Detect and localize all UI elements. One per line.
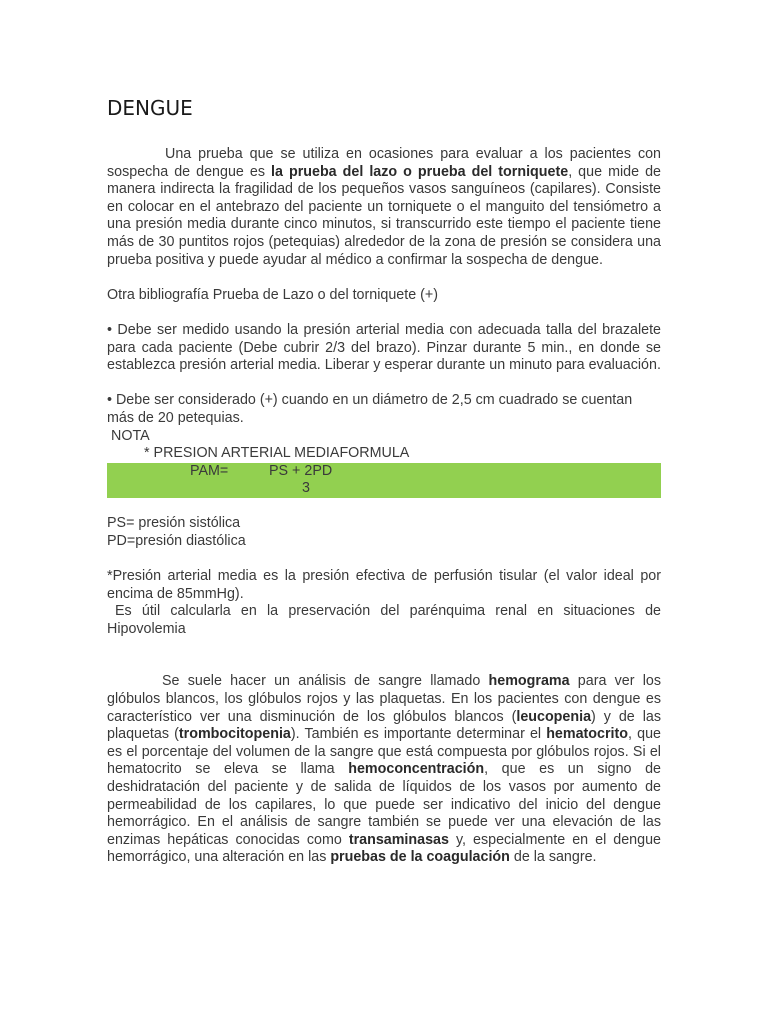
- bullet-medicion: • Debe ser medido usando la presión arterial media con adecuada talla del brazalete para cada paciente (Debe cubrir 2/3 del brazo). Pinzar durante 5 min., en donde se establezca presión arterial media. Liberar y esperar durante un minuto para evaluación.: [107, 321, 661, 374]
- nota-label: NOTA: [111, 427, 150, 444]
- paragraph-util: Es útil calcularla en la preservación del parénquima renal en situaciones de Hipovolemia: [107, 603, 661, 637]
- text-span: ). También es importante determinar el: [290, 726, 547, 743]
- formula-highlight-box: [107, 463, 661, 498]
- text-span: de la sangre.: [509, 849, 597, 866]
- text-span: y, especialmente en el dengue hemorrágico, una alteración en las: [107, 831, 661, 866]
- spacer: [107, 304, 661, 322]
- formula-lhs: PAM=: [190, 462, 229, 479]
- text-span: , que es un signo de deshidratación del paciente y de salida de líquidos de los vasos por aumento de permeabilidad de los capilares, lo que puede ser indicativo del inicio del dengue hemorrágico. En el análisis de sangre también se puede ver una elevación de las enzimas hepáticas conocidas como: [107, 761, 661, 848]
- bullet-positivo: • Debe ser considerado (+) cuando en un diámetro de 2,5 cm cuadrado se cuentan más de 20 petequias.: [107, 392, 633, 426]
- bold-term-transaminasas: transaminasas: [348, 831, 449, 848]
- text-span: , que es el porcentaje del volumen de la sangre que está compuesta por glóbulos rojos. Si el hematocrito se eleva se llama: [107, 726, 661, 778]
- spacer: [107, 498, 661, 516]
- text-span: ) y de las plaquetas (: [107, 708, 661, 743]
- spacer: [107, 550, 661, 568]
- definition-pd: PD=presión diastólica: [107, 532, 246, 549]
- paragraph-otra-bibliografia: Otra bibliografía Prueba de Lazo o del torniquete (+): [107, 286, 439, 303]
- spacer: [107, 638, 661, 673]
- spacer: [107, 375, 661, 393]
- bold-term-leucopenia: leucopenia: [516, 708, 592, 725]
- document-page: [107, 95, 661, 867]
- formula-numerator: PS + 2PD: [269, 462, 333, 479]
- text-span: , que mide de manera indirecta la fragilidad de los pequeños vasos sanguíneos (capilares). Consiste en colocar en el antebrazo del paciente un torniquete o el manguito del tensiómetro a una presión media durante cinco minutos, si transcurrido este tiempo el paciente tiene más de 30 puntitos rojos (petequias) alrededor de la zona de presión se considera una prueba positiva y puede ayudar al médico a confirmar la sospecha de dengue.: [107, 163, 661, 268]
- paragraph-hemograma: [107, 673, 661, 867]
- formula-heading: * PRESION ARTERIAL MEDIAFORMULA: [144, 445, 410, 462]
- bold-term-trombocitopenia: trombocitopenia: [178, 726, 291, 743]
- text-span: para ver los glóbulos blancos, los glóbulos rojos y las plaquetas. En los pacientes con dengue es característico ver una disminución de los glóbulos blancos (: [107, 673, 661, 725]
- document-title: DENGUE: [107, 96, 193, 120]
- formula-denominator: 3: [302, 480, 310, 497]
- bold-term-prueba-lazo: la prueba del lazo o prueba del torniquete: [271, 163, 569, 180]
- spacer: [107, 269, 661, 287]
- bold-term-hemoconcentracion: hemoconcentración: [348, 761, 485, 778]
- paragraph-lazo-test: [107, 146, 661, 269]
- bold-term-hemograma: hemograma: [488, 673, 570, 690]
- paragraph-pam-note: *Presión arterial media es la presión efectiva de perfusión tisular (el valor ideal por encima de 85mmHg).: [107, 568, 661, 602]
- definition-ps: PS= presión sistólica: [107, 515, 241, 532]
- bold-term-coagulacion: pruebas de la coagulación: [330, 849, 510, 866]
- text-span: Una prueba que se utiliza en ocasiones para evaluar a los pacientes con sospecha de dengue es: [107, 146, 661, 180]
- bold-term-hematocrito: hematocrito: [546, 726, 629, 743]
- text-span: Se suele hacer un análisis de sangre llamado: [162, 673, 489, 690]
